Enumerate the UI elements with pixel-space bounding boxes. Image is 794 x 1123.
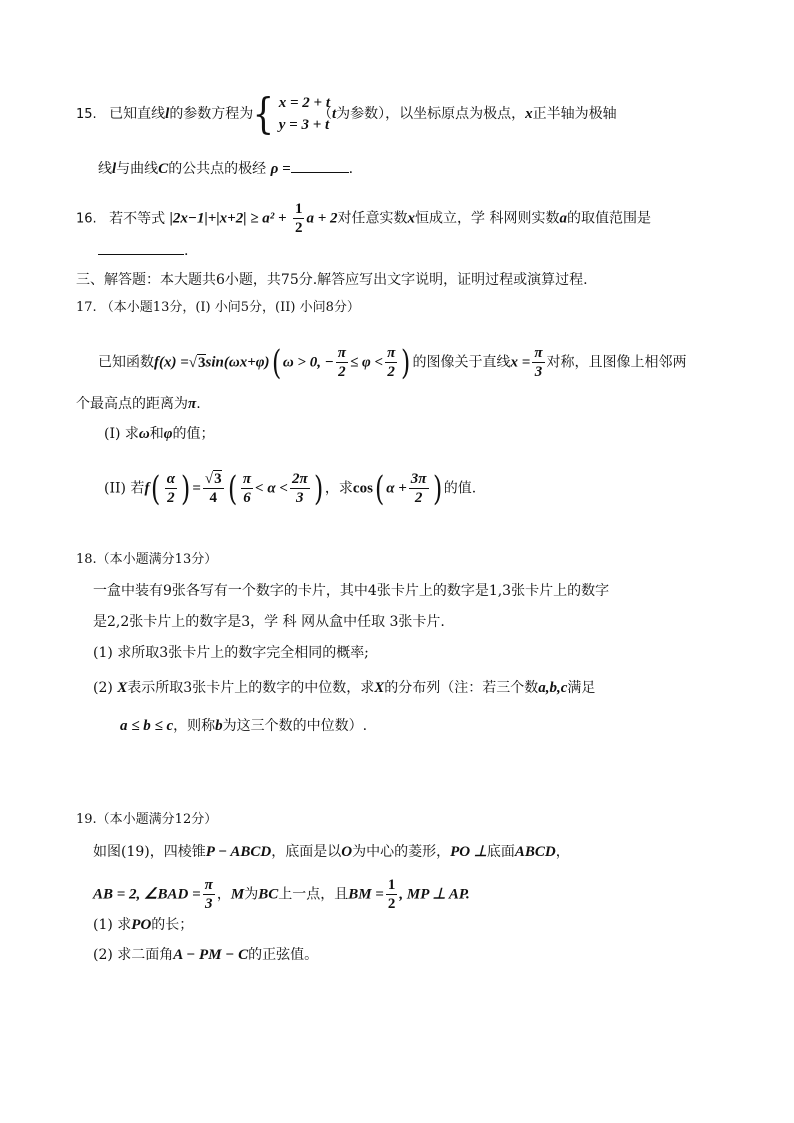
fraction-denominator: 2 — [294, 220, 303, 236]
fraction-denominator: 2 — [387, 364, 395, 380]
fraction — [386, 876, 398, 913]
q17-text: 已知函数 — [98, 354, 154, 371]
math-var: x — [525, 106, 533, 122]
math-var: f — [144, 480, 150, 497]
math-expr: PO — [131, 917, 152, 933]
math-expr: BC — [258, 886, 279, 903]
sqrt-radicand: 3 — [198, 354, 206, 371]
math-expr: A − PM − C — [173, 947, 249, 963]
math-expr: x = — [510, 354, 531, 371]
math-var: a — [559, 210, 567, 227]
math-var: M — [230, 886, 245, 903]
fraction — [203, 876, 215, 913]
q16-line2 — [98, 240, 188, 261]
q19-text: 如图(19)，四棱锥 — [93, 844, 206, 860]
math-var: φ — [163, 426, 173, 442]
q18-line2: 是2,2张卡片上的数字是3，学 科 网从盒中任取 3张卡片. — [93, 614, 445, 630]
fraction-denominator: 2 — [338, 364, 346, 380]
math-expr: a,b,c — [538, 680, 568, 696]
math-var: π — [188, 396, 197, 412]
q17-text: 的图像关于直线 — [412, 354, 511, 371]
section-heading: 三、解答题：本大题共6小题，共75分.解答应写出文字说明，证明过程或演算过程. — [76, 272, 588, 288]
q18-line1: 一盒中装有9张各写有一个数字的卡片，其中4张卡片上的数字是1,3张卡片上的数字 — [93, 583, 610, 599]
fraction-denominator: 3 — [205, 896, 213, 912]
math-expr: |2x−1|+|x+2| ≥ a² + — [169, 210, 287, 227]
math-expr: P − ABCD — [205, 844, 272, 860]
fraction-denominator: 2 — [387, 896, 396, 912]
math-expr: a ≤ b ≤ c — [120, 718, 174, 734]
q17-text: 个最高点的距离为 — [76, 396, 188, 412]
q16-text: . — [184, 243, 189, 259]
fraction-denominator: 4 — [209, 490, 217, 506]
fraction-numerator: √3 — [204, 471, 222, 487]
q16-text: 若不等式 — [109, 210, 166, 227]
math-expr: AB = 2, ∠BAD = — [93, 886, 201, 903]
math-expr: ABCD — [514, 844, 556, 860]
q17-part1 — [104, 424, 215, 444]
q17-line2 — [76, 394, 201, 414]
q18-part2 — [93, 678, 595, 698]
q15-line1 — [76, 104, 253, 125]
math-var: x — [407, 210, 416, 227]
fraction-numerator: π — [534, 345, 543, 361]
q15-text: . — [348, 161, 354, 177]
fraction-denominator: 2 — [414, 490, 423, 506]
q17-heading: 17. （本小题13分，(I) 小问5分，(II) 小问8分） — [76, 300, 360, 315]
q16-text: 恒成立，学 科网则实数 — [415, 210, 560, 227]
q15-text: 的公共点的极经 — [168, 161, 267, 177]
q17-line1 — [98, 344, 687, 381]
q15-text: 已知直线 — [109, 106, 166, 122]
brace-symbol: { — [252, 89, 275, 138]
q15-number: 15. — [76, 107, 97, 122]
q18-text: 的分布列（注：若三个数 — [384, 680, 539, 696]
q19-text: 上一点，且 — [278, 886, 349, 903]
fraction-denominator: 6 — [243, 490, 251, 506]
q19-text: 底面 — [486, 844, 515, 860]
math-expr: sin(ωx+φ) — [205, 354, 270, 371]
q19-line2 — [93, 876, 470, 913]
fraction-numerator: 3π — [410, 471, 427, 487]
fraction-denominator: 2 — [167, 490, 175, 506]
paren-close: ) — [432, 468, 442, 509]
q18-text: ，则称 — [173, 718, 216, 734]
q19-text: (2) 求二面角 — [93, 947, 174, 963]
q17-text: 的值； — [172, 426, 215, 442]
q15-text: 与曲线 — [116, 161, 159, 177]
fraction-numerator: π — [242, 471, 252, 487]
q16-number: 16. — [76, 211, 97, 227]
fraction-numerator: π — [337, 345, 346, 361]
fraction-numerator: π — [204, 877, 213, 893]
fraction-denominator: 3 — [534, 364, 543, 380]
q16-text: 的取值范围是 — [567, 210, 651, 227]
fraction-denominator: 3 — [296, 490, 304, 506]
q19-line1 — [93, 842, 570, 862]
q16-text: 对任意实数 — [337, 210, 408, 227]
math-expr: α + — [386, 480, 407, 497]
math-expr: BM = — [348, 886, 384, 903]
q17-text: (II) 若 — [104, 480, 145, 497]
fraction — [203, 470, 224, 507]
q19-text: 的长； — [151, 917, 194, 933]
q15-text: （ — [318, 106, 332, 122]
math-var: C — [158, 161, 169, 177]
math-expr: = — [192, 480, 201, 497]
q18-text: (2) — [93, 680, 118, 696]
q19-text: ， — [216, 886, 231, 903]
math-var: X — [374, 680, 385, 696]
math-expr: , MP ⊥ AP. — [399, 886, 470, 903]
math-var: l — [112, 161, 117, 177]
fraction — [241, 470, 253, 507]
paren-open: ( — [271, 342, 281, 383]
paren-close: ) — [401, 342, 411, 383]
q19-text: 的正弦值。 — [248, 947, 319, 963]
q18-part2-cont — [120, 716, 367, 736]
math-expr: PO ⊥ — [450, 844, 487, 860]
fraction — [336, 344, 348, 381]
math-expr: ρ = — [270, 161, 291, 177]
fraction — [532, 344, 544, 381]
paren-close: ) — [181, 468, 191, 509]
q17-text: 的值. — [443, 480, 477, 497]
math-var: ω — [138, 426, 150, 442]
fraction — [385, 344, 397, 381]
math-var: l — [165, 106, 170, 122]
math-var: O — [341, 844, 353, 860]
q18-text: 表示所取3张卡片上的数字的中位数，求 — [127, 680, 375, 696]
paren-open: ( — [227, 468, 237, 509]
fraction — [165, 470, 177, 507]
q18-text: 满足 — [567, 680, 596, 696]
fraction-numerator: π — [387, 345, 396, 361]
fraction — [293, 200, 305, 237]
q17-text: (I) 求 — [104, 426, 139, 442]
math-expr: a + 2 — [306, 210, 338, 227]
equation-line: x = 2 + t — [278, 95, 330, 111]
fraction — [290, 470, 310, 507]
math-func: cos — [352, 480, 373, 497]
equation-line: y = 3 + t — [278, 117, 330, 133]
q19-heading: 19.（本小题满分12分） — [76, 812, 218, 827]
q19-part2 — [93, 945, 318, 965]
q18-part1: (1) 求所取3张卡片上的数字完全相同的概率; — [93, 645, 369, 661]
q15-text: 线 — [98, 161, 112, 177]
fraction — [409, 470, 429, 507]
q17-text: 对称，且图像上相邻两 — [546, 354, 687, 371]
q18-text: 为这三个数的中位数）. — [222, 718, 368, 734]
q17-text: ，求 — [324, 480, 353, 497]
answer-blank — [98, 240, 184, 255]
q19-text: 为中心的菱形， — [352, 844, 451, 860]
q15-text: 为参数），以坐标原点为极点， — [336, 106, 526, 122]
paren-open: ( — [151, 468, 161, 509]
q19-text: ，底面是以 — [271, 844, 342, 860]
q16-line1 — [76, 200, 651, 237]
math-var: t — [332, 106, 337, 122]
q17-text: . — [196, 396, 201, 412]
answer-blank — [291, 158, 349, 173]
fraction-numerator: α — [166, 471, 176, 487]
q18-heading: 18.（本小题满分13分） — [76, 552, 218, 567]
sqrt-expr: √3 — [188, 354, 206, 371]
fraction-numerator: 2π — [291, 471, 308, 487]
sqrt-radicand: 3 — [214, 471, 222, 487]
paren-close: ) — [313, 468, 323, 509]
math-var: X — [117, 680, 128, 696]
q17-part2 — [104, 470, 476, 507]
math-expr: < α < — [255, 480, 288, 497]
paren-open: ( — [374, 468, 385, 509]
fraction-numerator: 1 — [387, 877, 396, 893]
q15-line1-end — [318, 104, 617, 124]
q19-text: ， — [555, 844, 570, 860]
fraction-numerator: 1 — [294, 201, 303, 217]
q15-text: 正半轴为极轴 — [532, 106, 617, 122]
math-var: b — [215, 718, 223, 734]
q19-text: (1) 求 — [93, 917, 132, 933]
math-expr: ω > 0, − — [282, 354, 334, 371]
q17-text: 和 — [149, 426, 164, 442]
q19-text: 为 — [244, 886, 259, 903]
q15-line2 — [98, 158, 353, 179]
math-expr: f(x) = — [154, 354, 189, 371]
math-expr: ≤ φ < — [350, 354, 384, 371]
q19-part1 — [93, 915, 193, 935]
q15-text: 的参数方程为 — [169, 106, 254, 122]
